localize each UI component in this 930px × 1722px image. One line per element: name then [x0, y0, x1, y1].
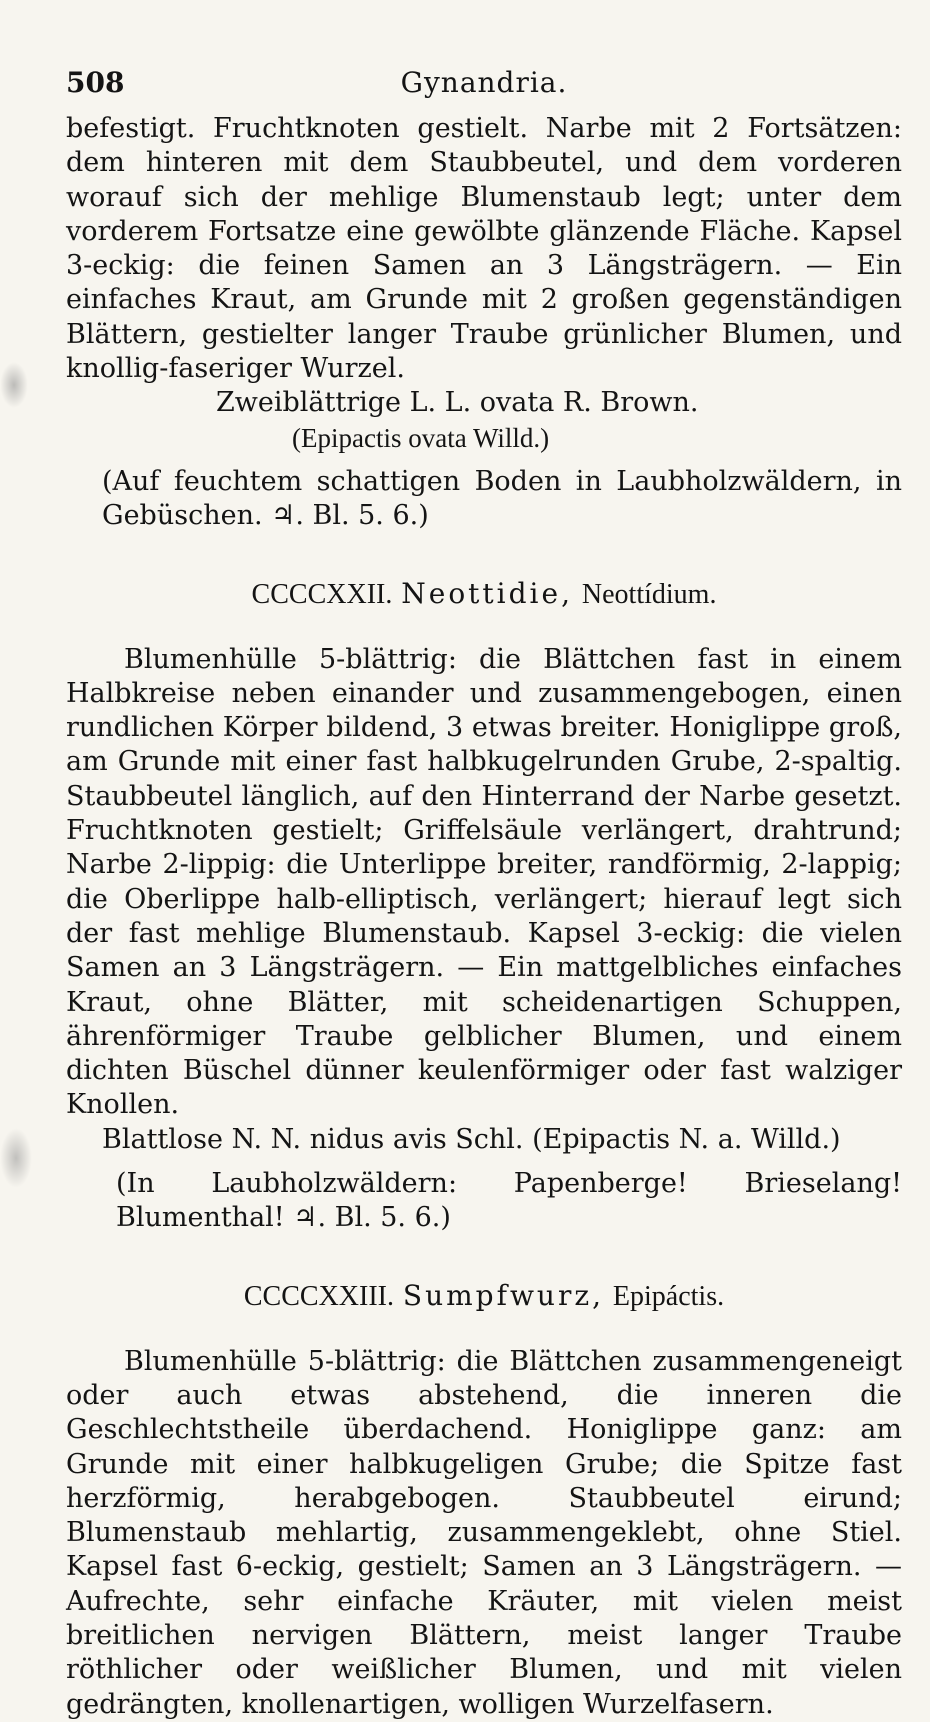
- neottidium-species-line: Blattlose N. N. nidus avis Schl. (Epipactis N. a. Willd.): [102, 1123, 841, 1155]
- neottidium-habitat: (In Laubholzwäldern: Papenberge! Brieselang! Blumenthal! ♃. Bl. 5. 6.): [116, 1168, 902, 1234]
- heading-german-name: Sumpfwurz,: [402, 1278, 604, 1312]
- neottidium-description: Blumenhülle 5-blättrig: die Blättchen fast in einem Halbkreise neben einander und zusammengebogen, einen rundlichen Körper bildend, 3 etwas breiter. Honiglippe groß, am Grunde mit einer fast halbkugelrunden Grube, 2-spaltig. Staubbeutel länglich, auf den Hinterrand der Narbe gesetzt. Fruchtknoten gestielt; Griffelsäule verlängert, drahtrund; Narbe 2-lippig: die Unterlippe breiter, randförmig, 2-lappig; die Oberlippe halb-elliptisch, verlängert; hierauf legt sich der fast mehlige Blumenstaub. Kapsel 3-eckig: die vielen Samen an 3 Längsträgern. — Ein mattgelbliches einfaches Kraut, ohne Blätter, mit scheidenartigen Schuppen, ährenförmiger Traube gelblicher Blumen, und einem dichten Büschel dünner keulenförmiger oder fast walziger Knollen.: [66, 643, 902, 1121]
- running-header: [66, 56, 902, 112]
- heading-latin-name: Neottídium.: [581, 578, 717, 610]
- neottidium-heading: [66, 574, 902, 615]
- heading-number: CCCCXXIII.: [243, 1280, 394, 1312]
- epipactis-description: Blumenhülle 5-blättrig: die Blättchen zusammengeneigt oder auch etwas abstehend, die inneren die Geschlechtstheile überdachend. Honiglippe ganz: am Grunde mit einer halbkugeligen Grube; die Spitze fast herzförmig, herabgebogen. Staubbeutel eirund; Blumenstaub mehlartig, zusammengeklebt, ohne Stiel. Kapsel fast 6-eckig, gestielt; Samen an 3 Längsträgern. — Aufrechte, sehr einfache Kräuter, mit vielen meist breitlichen nervigen Blättern, meist langer Traube röthlicher oder weißlicher Blumen, und mit vielen gedrängten, knollenartigen, wolligen Wurzelfasern.: [66, 1345, 902, 1720]
- epipactis-heading: [66, 1276, 902, 1317]
- page-number: 508: [66, 66, 125, 99]
- listera-description: befestigt. Fruchtknoten gestielt. Narbe mit 2 Fortsätzen: dem hinteren mit dem Staubbeutel, und dem vorderen worauf sich der mehlige Blumenstaub legt; unter dem vorderem Fortsatze eine gewölbte glänzende Fläche. Kapsel 3-eckig: die feinen Samen an 3 Längsträgern. — Ein einfaches Kraut, am Grunde mit 2 großen gegenständigen Blättern, gestielter langer Traube grünlicher Blumen, und knollig-faseriger Wurzel.: [66, 113, 902, 385]
- listera-habitat: (Auf feuchtem schattigen Boden in Laubholzwäldern, in Gebüschen. ♃. Bl. 5. 6.): [102, 465, 902, 532]
- paper-stain: [0, 1128, 32, 1188]
- listera-synonym: (Epipactis ovata Willd.): [292, 422, 550, 453]
- paper-stain: [0, 362, 28, 408]
- running-title: Gynandria.: [400, 66, 568, 99]
- listera-species-line: Zweiblättrige L. L. ovata R. Brown.: [216, 387, 699, 419]
- heading-german-name: Neottidie,: [401, 576, 573, 610]
- heading-latin-name: Epipáctis.: [612, 1280, 725, 1312]
- heading-number: CCCCXXII.: [251, 578, 393, 610]
